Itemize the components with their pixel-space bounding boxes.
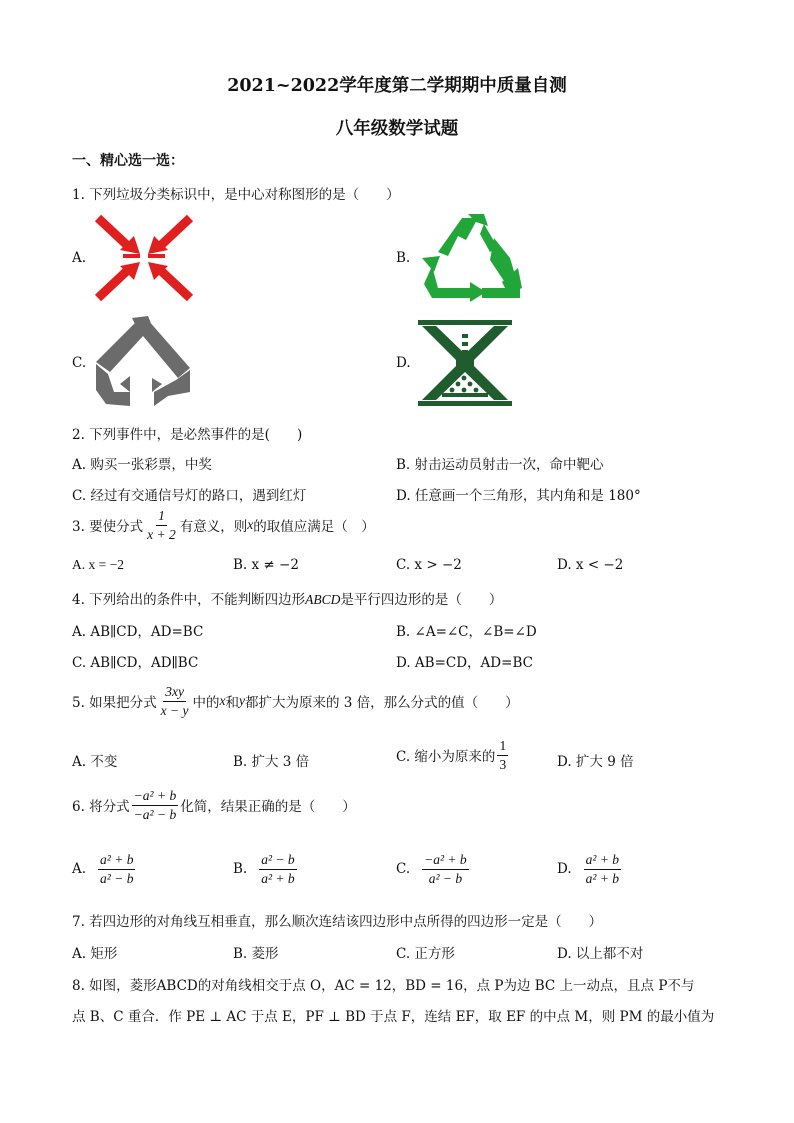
q3-option-d: D. x < −2 bbox=[557, 557, 624, 573]
question-8-line-1: 8. 如图，菱形ABCD的对角线相交于点 O，AC = 12，BD = 16，点 P为边 BC 上一动点，且点 P不与 bbox=[72, 978, 695, 994]
q3-fraction-denominator: x + 2 bbox=[147, 526, 176, 542]
q4-option-d: D. AB=CD，AD=BC bbox=[396, 655, 533, 671]
question-3-stem bbox=[72, 508, 375, 542]
q6-option-c-denominator: a² − b bbox=[428, 870, 463, 886]
q6-option-d bbox=[557, 852, 623, 886]
q3-option-c: C. x > −2 bbox=[396, 557, 462, 573]
q6-option-a-fraction bbox=[98, 852, 135, 886]
question-2-stem: 2. 下列事件中，是必然事件的是( ) bbox=[72, 427, 303, 443]
q6-stem-post: 化简，结果正确的是（ ） bbox=[180, 799, 356, 816]
green-hourglass-icon bbox=[418, 320, 512, 406]
question-6-stem bbox=[72, 788, 356, 822]
q6-option-b bbox=[233, 852, 299, 886]
q4-stem-post: 是平行四边形的是（ ） bbox=[340, 592, 503, 608]
q6-option-d-fraction bbox=[584, 852, 621, 886]
question-5-stem bbox=[72, 684, 519, 718]
question-4-stem bbox=[72, 588, 502, 608]
q5-option-a: A. 不变 bbox=[72, 754, 118, 770]
q3-stem-post2: 的取值应满足（ ） bbox=[253, 519, 375, 536]
q2-option-a: A. 购买一张彩票，中奖 bbox=[72, 457, 212, 473]
q6-option-d-label: D. bbox=[557, 861, 572, 878]
question-7-stem: 7. 若四边形的对角线互相垂直，那么顺次连结该四边形中点所得的四边形一定是（ ） bbox=[72, 914, 603, 930]
exam-subtitle: 八年级数学试题 bbox=[335, 119, 459, 139]
q5-option-c-text: C. 缩小为原来的 bbox=[396, 749, 496, 766]
q6-option-b-numerator: a² − b bbox=[259, 852, 296, 870]
q6-option-a bbox=[72, 852, 137, 886]
exam-title: 2021~2022学年度第二学期期中质量自测 bbox=[227, 76, 567, 96]
q3-fraction-numerator: 1 bbox=[156, 508, 167, 526]
gray-recycle-icon bbox=[92, 316, 192, 410]
q3-stem-pre: 3. 要使分式 bbox=[72, 519, 144, 536]
q6-fraction bbox=[132, 788, 179, 822]
section-heading: 一、精心选一选： bbox=[72, 153, 184, 169]
q5-stem-post: 都扩大为原来的 3 倍，那么分式的值（ ） bbox=[245, 695, 519, 712]
q6-option-a-numerator: a² + b bbox=[98, 852, 135, 870]
question-1-stem: 1. 下列垃圾分类标识中，是中心对称图形的是（ ） bbox=[72, 187, 400, 203]
q6-option-b-denominator: a² + b bbox=[261, 870, 295, 886]
q6-option-c-label: C. bbox=[396, 861, 411, 878]
red-arrows-icon bbox=[92, 212, 196, 304]
q6-option-c-fraction bbox=[422, 852, 469, 886]
q2-option-b: B. 射击运动员射击一次，命中靶心 bbox=[396, 457, 604, 473]
q6-option-b-fraction bbox=[259, 852, 296, 886]
q5-stem-pre: 5. 如果把分式 bbox=[72, 695, 157, 712]
q5-option-c-numerator: 1 bbox=[497, 738, 508, 756]
q3-option-a: A. x = −2 bbox=[72, 557, 124, 572]
q1-option-a-label: A. bbox=[72, 250, 87, 266]
q5-stem-mid: 中的 bbox=[192, 695, 220, 712]
q5-fraction-denominator: x − y bbox=[160, 702, 189, 718]
q1-option-c-label: C. bbox=[72, 355, 87, 371]
q6-option-c bbox=[396, 852, 471, 886]
q5-fraction bbox=[159, 684, 191, 718]
question-8-line-2: 点 B、C 重合．作 PE ⊥ AC 于点 E，PF ⊥ BD 于点 F，连结 EF，取 EF 的中点 M，则 PM 的最小值为 bbox=[72, 1009, 715, 1025]
q6-option-a-label: A. bbox=[72, 861, 87, 878]
q4-option-a: A. AB∥CD，AD=BC bbox=[72, 624, 204, 640]
q6-fraction-numerator: −a² + b bbox=[132, 788, 179, 806]
q4-option-b: B. ∠A=∠C，∠B=∠D bbox=[396, 624, 537, 640]
q4-shape-name: ABCD bbox=[305, 592, 341, 607]
q5-variable-x: x bbox=[219, 693, 226, 709]
q2-option-c: C. 经过有交通信号灯的路口，遇到红灯 bbox=[72, 488, 307, 504]
q3-fraction bbox=[145, 508, 178, 542]
q5-variable-y: y bbox=[239, 693, 246, 709]
q6-option-b-label: B. bbox=[233, 861, 248, 878]
q4-stem-pre: 4. 下列给出的条件中，不能判断四边形 bbox=[72, 592, 306, 608]
q3-stem-post: 有意义，则 bbox=[179, 519, 248, 536]
q7-option-a: A. 矩形 bbox=[72, 946, 118, 962]
q4-option-c: C. AB∥CD，AD∥BC bbox=[72, 655, 199, 671]
q6-option-d-denominator: a² + b bbox=[585, 870, 620, 886]
q6-option-d-numerator: a² + b bbox=[584, 852, 621, 870]
q6-option-c-numerator: −a² + b bbox=[422, 852, 469, 870]
q6-fraction-denominator: −a² − b bbox=[133, 806, 177, 822]
q5-fraction-numerator: 3xy bbox=[163, 684, 186, 702]
q6-option-a-denominator: a² − b bbox=[100, 870, 134, 886]
q7-option-d: D. 以上都不对 bbox=[557, 946, 644, 962]
q3-variable: x bbox=[247, 517, 254, 533]
q5-option-d: D. 扩大 9 倍 bbox=[557, 754, 634, 770]
q5-option-c-fraction bbox=[497, 738, 508, 772]
q5-option-b: B. 扩大 3 倍 bbox=[233, 754, 310, 770]
q5-stem-and: 和 bbox=[225, 695, 240, 712]
q1-option-b-label: B. bbox=[396, 250, 411, 266]
q6-stem-pre: 6. 将分式 bbox=[72, 799, 130, 816]
q7-option-b: B. 菱形 bbox=[233, 946, 279, 962]
q2-option-d: D. 任意画一个三角形，其内角和是 180° bbox=[396, 488, 641, 504]
q5-option-c-denominator: 3 bbox=[499, 756, 507, 772]
q1-option-d-label: D. bbox=[396, 355, 411, 371]
q7-option-c: C. 正方形 bbox=[396, 946, 455, 962]
green-recycle-icon bbox=[418, 212, 526, 302]
q5-option-c bbox=[396, 738, 510, 772]
q3-option-b: B. x ≠ −2 bbox=[233, 557, 299, 573]
